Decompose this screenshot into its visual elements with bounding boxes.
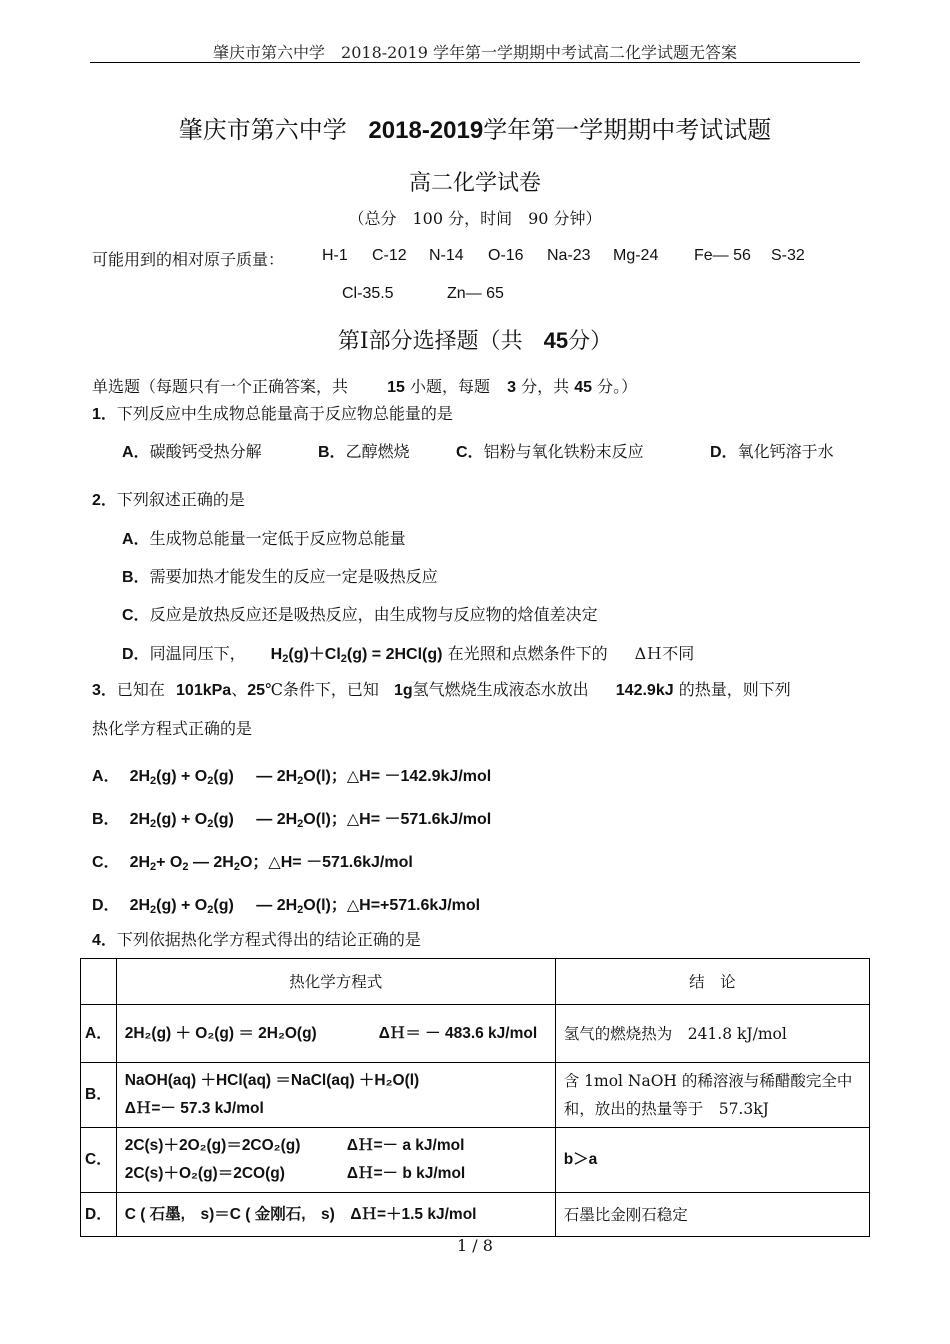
eq-part: 2H [129, 811, 151, 828]
option-label: D． [710, 444, 738, 461]
option-label: C． [456, 444, 484, 461]
question-text: 下列依据热化学方程式得出的结论正确的是 [116, 930, 421, 949]
eq-sub: 2 [150, 904, 157, 916]
atomic-mass-item: H-1 [322, 247, 348, 264]
part1-unit: 分） [568, 329, 613, 354]
atomic-mass-item: Cl-35.5 [342, 285, 394, 302]
table-row[interactable] [81, 1063, 870, 1128]
instr-text: 单选题（每题只有一个正确答案，共 [92, 377, 349, 396]
eq-sub: 2 [150, 775, 157, 787]
instr-text: 分。） [597, 377, 638, 396]
eq-sub: 2 [150, 861, 157, 873]
question-3-stem-cont: 热化学方程式正确的是 [92, 719, 253, 738]
row-equation: 2H₂(g) ＋ O₂(g) ＝ 2H₂O(g) ΔＨ＝ － 483.6 kJ/mol [116, 1005, 555, 1063]
option-text: ΔＨ不同 [634, 644, 695, 663]
eq-sub: 2 [207, 775, 214, 787]
row-label: B． [81, 1063, 117, 1128]
table-header-row [81, 959, 870, 1005]
eq-part: O(l)；△H=+571.6kJ/mol [303, 897, 481, 914]
eq-part: 2H [129, 768, 151, 785]
atomic-mass-item: C-12 [372, 247, 407, 264]
exam-title [0, 110, 950, 145]
row-conclusion: 氢气的燃烧热为 241.8 kJ/mol [555, 1005, 869, 1063]
eq-sub: 2 [340, 653, 347, 665]
instr-total: 45 [574, 379, 593, 396]
part1-title-text: 第Ⅰ部分选择题（共 [337, 329, 523, 354]
question-number: 1． [92, 406, 117, 423]
eq-sub: 2 [297, 775, 304, 787]
option-label: A． [92, 768, 120, 785]
score-time-info: （总分 100 分，时间 90 分钟） [348, 209, 602, 228]
eq-part: O；△H= －571.6kJ/mol [239, 854, 413, 871]
q3-mass: 1g [394, 682, 413, 699]
option-text: 反应是放热反应还是吸热反应，由生成物与反应物的焓值差决定 [149, 605, 598, 624]
eq-part: 2H [129, 897, 151, 914]
section-instructions [92, 374, 637, 397]
part1-score: 45 [543, 328, 569, 353]
part1-title [0, 324, 950, 355]
row-conclusion: b＞a [555, 1128, 869, 1193]
title-school: 肇庆市第六中学 [178, 116, 347, 144]
option-text: 生成物总能量一定低于反应物总能量 [149, 529, 406, 548]
atomic-mass-item: Fe— 56 [694, 247, 751, 264]
eq-part: (g)＋Cl [288, 646, 341, 663]
eq-sub: 2 [233, 861, 240, 873]
instr-each: 3 [507, 379, 517, 396]
option-label: D． [122, 646, 150, 663]
eq-part: 2H [276, 768, 298, 785]
option-text: 在光照和点燃条件下的 [447, 644, 608, 663]
paper-subtitle: 高二化学试卷 [408, 171, 541, 196]
option-text: 碳酸钙受热分解 [149, 442, 262, 461]
eq-arrow: — [192, 854, 209, 871]
eq-part: H [270, 646, 283, 663]
option-label: A． [122, 531, 150, 548]
q1-option-a[interactable] [122, 439, 262, 462]
title-exam: 学年第一学期期中考试试题 [483, 116, 772, 144]
question-text: 下列反应中生成物总能量高于反应物总能量的是 [116, 404, 453, 423]
eq-part: + O [156, 854, 183, 871]
q3-option-b[interactable] [92, 806, 491, 830]
q2-option-c[interactable] [122, 602, 598, 625]
option-label: A． [122, 444, 150, 461]
eq-part: O(l)；△H= －142.9kJ/mol [303, 768, 492, 785]
row-equation-line: NaOH(aq) ＋HCl(aq) ＝NaCl(aq) ＋H₂O(l) [124, 1072, 420, 1089]
question-text: ℃条件下，已知 [265, 680, 379, 699]
question-text: 、 [231, 680, 248, 699]
option-label: B． [122, 569, 150, 586]
instr-count: 15 [387, 379, 405, 396]
eq-part: (g) + O [156, 811, 208, 828]
eq-part: (g) [213, 897, 234, 914]
eq-sub: 2 [282, 653, 289, 665]
row-label: D． [81, 1193, 117, 1237]
row-equation: C ( 石墨, s)＝C ( 金刚石, s) ΔＨ=＋1.5 kJ/mol [116, 1193, 555, 1237]
instr-text: 分，共 [521, 377, 570, 396]
eq-sub: 2 [297, 904, 304, 916]
question-2-stem [92, 487, 245, 510]
question-number: 4． [92, 932, 117, 949]
header-equation: 热化学方程式 [116, 959, 555, 1005]
question-text: 的热量，则下列 [678, 680, 791, 699]
atomic-mass-item: Zn— 65 [447, 285, 504, 302]
eq-part: 2H [213, 854, 234, 871]
atomic-mass-label: 可能用到的相对原子质量： [92, 250, 285, 269]
row-conclusion: 含 1mol NaOH 的稀溶液与稀醋酸完全中和，放出的热量等于 57.3kJ [555, 1063, 869, 1128]
eq-part: (g) = 2HCl(g) [346, 646, 443, 663]
question-text: 氢气燃烧生成液态水放出 [412, 680, 589, 699]
option-label: C． [122, 607, 150, 624]
table-row[interactable] [81, 1128, 870, 1193]
table-corner [81, 959, 117, 1005]
eq-part: O(l)；△H= －571.6kJ/mol [303, 811, 492, 828]
equation [271, 646, 443, 663]
atomic-mass-item: O-16 [488, 247, 524, 264]
eq-arrow: — [256, 768, 273, 785]
row-conclusion: 石墨比金刚石稳定 [555, 1193, 869, 1237]
eq-sub: 2 [207, 904, 214, 916]
row-equation-line: ΔＨ=－ 57.3 kJ/mol [124, 1100, 264, 1117]
atomic-mass-item: Mg-24 [613, 247, 659, 264]
eq-sub: 2 [297, 818, 304, 830]
q3-pressure: 101kPa [176, 682, 232, 699]
question-4-stem [92, 927, 421, 950]
option-text: 乙醇燃烧 [345, 442, 410, 461]
q3-option-a[interactable] [92, 763, 491, 787]
page-number: 1 / 8 [457, 1236, 493, 1255]
q2-option-d[interactable] [122, 641, 694, 665]
eq-sub: 2 [150, 818, 157, 830]
eq-part: (g) [213, 811, 234, 828]
eq-sub: 2 [182, 861, 189, 873]
row-label: C． [81, 1128, 117, 1193]
table-row[interactable] [81, 1005, 870, 1063]
question-text: 已知在 [116, 680, 165, 699]
row-equation [116, 1063, 555, 1128]
option-label: D． [92, 897, 120, 914]
option-label: C． [92, 854, 120, 871]
eq-part: (g) + O [156, 897, 208, 914]
table-row[interactable] [81, 1193, 870, 1237]
option-text: 需要加热才能发生的反应一定是吸热反应 [149, 567, 438, 586]
q1-option-d[interactable] [710, 439, 834, 462]
atomic-mass-item: Na-23 [547, 247, 591, 264]
header-rule [90, 62, 860, 63]
q3-option-c[interactable] [92, 849, 413, 873]
eq-part: (g) [213, 768, 234, 785]
eq-sub: 2 [207, 818, 214, 830]
option-label: B． [318, 444, 346, 461]
option-text: 氧化钙溶于水 [737, 442, 834, 461]
q2-option-a[interactable] [122, 526, 406, 549]
row-equation [116, 1128, 555, 1193]
q1-option-b[interactable] [318, 439, 410, 462]
eq-part: 2H [276, 897, 298, 914]
eq-part: (g) + O [156, 768, 208, 785]
question-number: 3． [92, 682, 117, 699]
q3-option-d[interactable] [92, 892, 480, 916]
title-year: 2018-2019 [368, 117, 484, 144]
row-label: A． [81, 1005, 117, 1063]
option-text: 铝粉与氧化铁粉末反应 [483, 442, 644, 461]
atomic-mass-item: N-14 [429, 247, 464, 264]
q2-option-b[interactable] [122, 564, 438, 587]
q3-temperature: 25 [247, 682, 265, 699]
q1-option-c[interactable] [456, 439, 644, 462]
question-1-stem [92, 401, 453, 424]
row-equation-line: 2C(s)＋O₂(g)＝2CO(g) ΔＨ=－ b kJ/mol [124, 1165, 466, 1182]
question-number: 2． [92, 492, 117, 509]
option-label: B． [92, 811, 120, 828]
instr-text: 小题，每题 [410, 377, 491, 396]
eq-part: 2H [276, 811, 298, 828]
eq-arrow: — [256, 811, 273, 828]
q3-heat: 142.9kJ [615, 682, 674, 699]
row-equation-line: 2C(s)＋2O₂(g)＝2CO₂(g) ΔＨ=－ a kJ/mol [124, 1137, 465, 1154]
q4-table [80, 958, 870, 1237]
eq-arrow: — [256, 897, 273, 914]
option-text: 同温同压下， [149, 644, 246, 663]
header-conclusion: 结 论 [555, 959, 869, 1005]
running-header: 肇庆市第六中学 2018-2019 学年第一学期期中考试高二化学试题无答案 [213, 43, 737, 62]
atomic-mass-item: S-32 [771, 247, 805, 264]
eq-part: 2H [129, 854, 151, 871]
question-text: 下列叙述正确的是 [116, 490, 245, 509]
question-3-stem [92, 677, 791, 700]
